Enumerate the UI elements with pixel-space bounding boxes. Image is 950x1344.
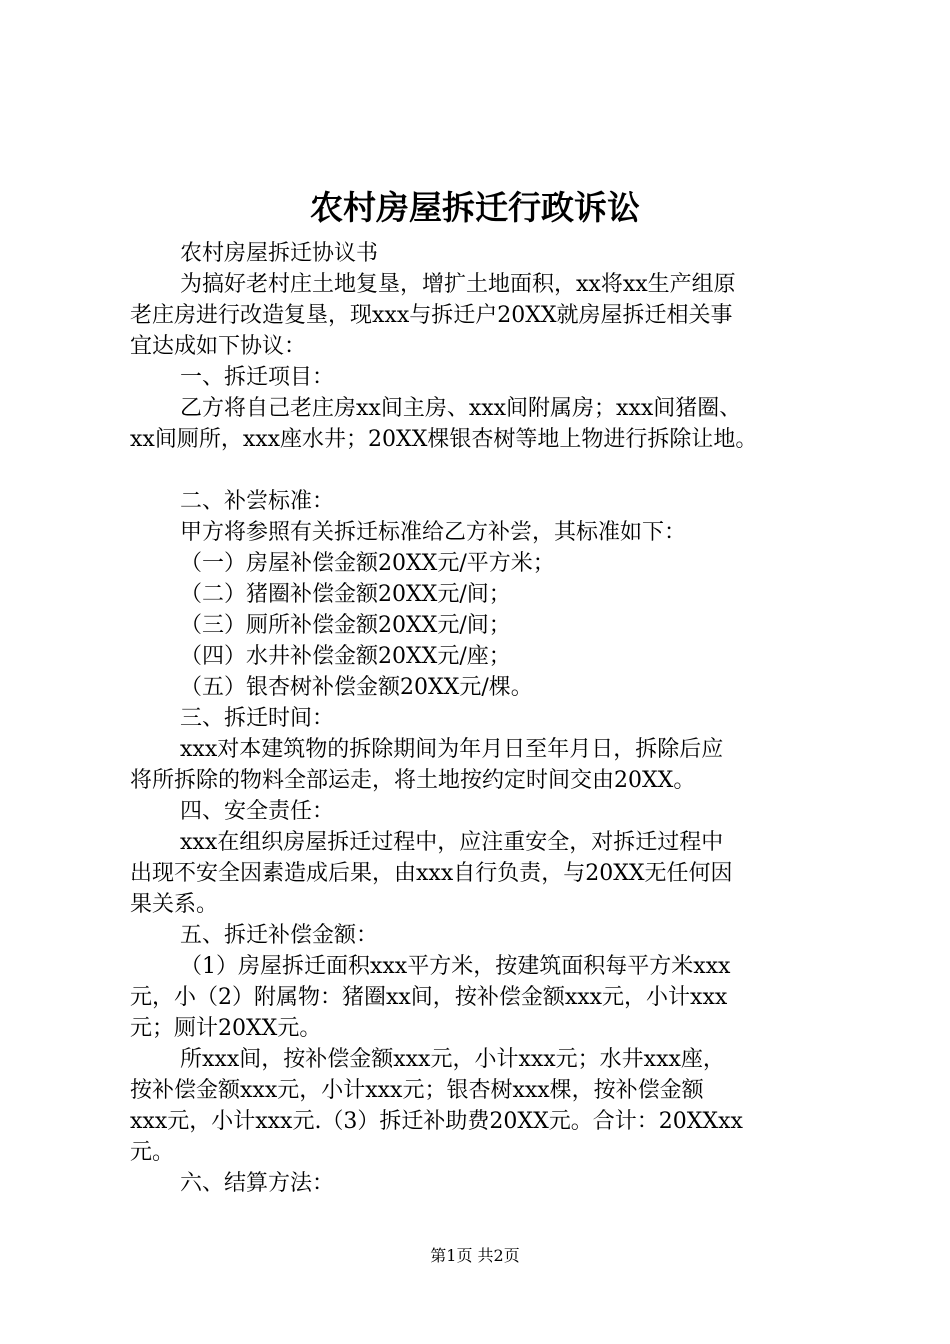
list-item: （一）房屋补偿金额20XX元/平方米； <box>180 551 555 576</box>
paragraph-line: 元。 <box>130 1140 175 1165</box>
section-heading: 三、拆迁时间： <box>180 706 335 731</box>
blank-line <box>130 455 838 486</box>
list-item: （三）厕所补偿金额20XX元/间； <box>180 613 511 638</box>
paragraph-line: xxx对本建筑物的拆除期间为年月日至年月日，拆除后应 <box>180 737 724 762</box>
paragraph-line: 宜达成如下协议： <box>130 334 307 359</box>
paragraph-line: xx间厕所，xxx座水井；20XX棵银杏树等地上物进行拆除让地。 <box>130 427 758 452</box>
section-heading: 四、安全责任： <box>180 799 335 824</box>
list-item: （二）猪圈补偿金额20XX元/间； <box>180 582 511 607</box>
paragraph-line: 将所拆除的物料全部运走，将土地按约定时间交由20XX。 <box>130 768 696 793</box>
paragraph-line: 按补偿金额xxx元，小计xxx元；银杏树xxx棵，按补偿金额 <box>130 1078 704 1103</box>
section-heading: 二、补尝标准： <box>180 489 335 514</box>
document-body <box>130 238 838 1199</box>
paragraph-line: 元，小（2）附属物：猪圈xx间，按补偿金额xxx元，小计xxx <box>130 985 728 1010</box>
paragraph-line: 为搞好老村庄土地复垦，增扩土地面积，xx将xx生产组原 <box>180 272 736 297</box>
section-heading: 六、结算方法： <box>180 1171 335 1196</box>
paragraph-line: 所xxx间，按补偿金额xxx元，小计xxx元；水井xxx座， <box>180 1047 725 1072</box>
paragraph-line: 乙方将自己老庄房xx间主房、xxx间附属房；xxx间猪圈、 <box>180 396 742 421</box>
page-footer: 第1页 共2页 <box>430 1246 520 1265</box>
list-item: （四）水井补偿金额20XX元/座； <box>180 644 511 669</box>
paragraph-line: xxx在组织房屋拆迁过程中，应注重安全，对拆迁过程中 <box>180 830 724 855</box>
paragraph-line: xxx元，小计xxx元.（3）拆迁补助费20XX元。合计：20XXxx <box>130 1109 743 1134</box>
paragraph-line: 农村房屋拆迁协议书 <box>180 241 379 266</box>
paragraph-line: 果关系。 <box>130 892 219 917</box>
paragraph-line: 甲方将参照有关拆迁标准给乙方补尝，其标准如下： <box>180 520 687 545</box>
paragraph-line: 老庄房进行改造复垦，现xxx与拆迁户20XX就房屋拆迁相关事 <box>130 303 733 328</box>
paragraph-line: 元；厕计20XX元。 <box>130 1016 322 1041</box>
paragraph-line: （1）房屋拆迁面积xxx平方米，按建筑面积每平方米xxx <box>180 954 731 979</box>
document-title: 农村房屋拆迁行政诉讼 <box>310 188 640 227</box>
section-heading: 一、拆迁项目： <box>180 365 335 390</box>
section-heading: 五、拆迁补偿金额： <box>180 923 379 948</box>
list-item: （五）银杏树补偿金额20XX元/棵。 <box>180 675 533 700</box>
paragraph-line: 出现不安全因素造成后果，由xxx自行负责，与20XX无任何因 <box>130 861 733 886</box>
